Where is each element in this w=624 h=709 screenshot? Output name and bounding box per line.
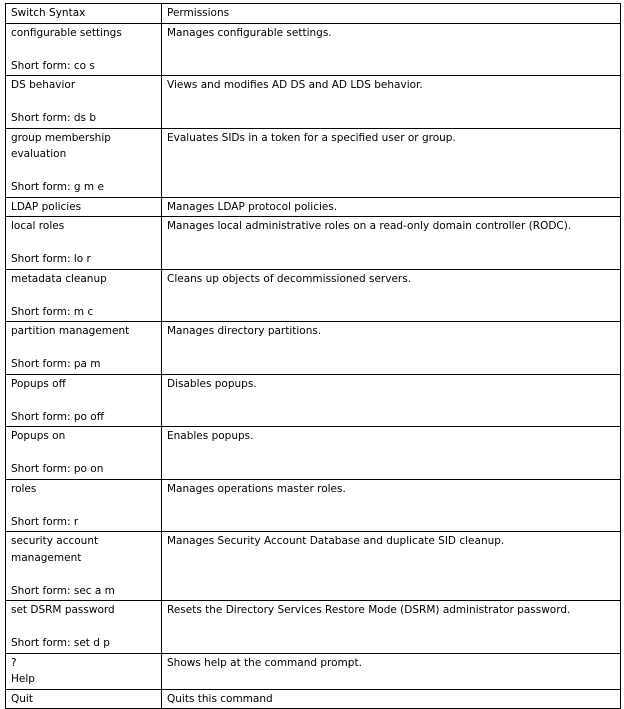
- switch-permissions-table-wrapper: [5, 3, 620, 709]
- table-row: [6, 374, 621, 427]
- switch-syntax-cell: [6, 23, 162, 76]
- switch-name: ?: [11, 656, 17, 669]
- permission-cell: Manages local administrative roles on a read-only domain controller (RODC).: [162, 217, 621, 270]
- short-form: Short form: g m e: [11, 181, 104, 193]
- permission-cell: Manages Security Account Database and duplicate SID cleanup.: [162, 532, 621, 601]
- table-row: [6, 532, 621, 601]
- table-row: [6, 479, 621, 532]
- switch-syntax-cell: [6, 197, 162, 217]
- permission-cell: Evaluates SIDs in a token for a specified user or group.: [162, 128, 621, 197]
- switch-syntax-cell: [6, 479, 162, 532]
- short-form: Short form: pa m: [11, 358, 101, 370]
- switch-syntax-cell: [6, 217, 162, 270]
- short-form: Short form: lo r: [11, 253, 91, 265]
- column-header-permissions: Permissions: [162, 4, 621, 24]
- switch-name: security account management: [11, 535, 99, 564]
- switch-name: roles: [11, 482, 37, 495]
- permission-cell: Manages configurable settings.: [162, 23, 621, 76]
- switch-name: configurable settings: [11, 26, 122, 39]
- switch-syntax-cell: [6, 689, 162, 709]
- switch-name: metadata cleanup: [11, 272, 107, 285]
- switch-syntax-cell: [6, 269, 162, 322]
- permission-cell: Manages directory partitions.: [162, 322, 621, 375]
- table-row: [6, 23, 621, 76]
- switch-name: LDAP policies: [11, 200, 82, 213]
- short-form: Short form: co s: [11, 59, 95, 72]
- table-row: [6, 322, 621, 375]
- table-row: [6, 601, 621, 654]
- switch-syntax-cell: [6, 532, 162, 601]
- permission-cell: Cleans up objects of decommissioned servers.: [162, 269, 621, 322]
- switch-name: set DSRM password: [11, 604, 115, 616]
- permission-cell: Quits this command: [162, 689, 621, 709]
- table-header-row: [6, 4, 621, 24]
- table-row: [6, 653, 621, 689]
- table-row: [6, 128, 621, 197]
- table-row: [6, 269, 621, 322]
- short-form: Short form: set d p: [11, 637, 110, 649]
- switch-name: local roles: [11, 220, 65, 232]
- permission-cell: Enables popups.: [162, 427, 621, 480]
- switch-name: Popups on: [11, 430, 66, 442]
- switch-name: partition management: [11, 325, 130, 337]
- table-row: [6, 427, 621, 480]
- permission-cell: Disables popups.: [162, 374, 621, 427]
- short-form: Short form: po off: [11, 410, 104, 423]
- table-row: [6, 76, 621, 129]
- short-form: Short form: sec a m: [11, 584, 115, 597]
- short-form: Help: [11, 673, 35, 685]
- table-row: [6, 217, 621, 270]
- switch-syntax-cell: [6, 374, 162, 427]
- switch-name: Popups off: [11, 377, 66, 390]
- switch-syntax-cell: [6, 76, 162, 129]
- switch-name: DS behavior: [11, 79, 76, 91]
- switch-syntax-cell: [6, 128, 162, 197]
- switch-syntax-cell: [6, 322, 162, 375]
- short-form: Short form: r: [11, 515, 79, 528]
- short-form: Short form: po on: [11, 463, 104, 475]
- permission-cell: Manages LDAP protocol policies.: [162, 197, 621, 217]
- short-form: Short form: ds b: [11, 112, 97, 124]
- column-header-switch-syntax: Switch Syntax: [6, 4, 162, 24]
- switch-name: Quit: [11, 692, 33, 705]
- permission-cell: Resets the Directory Services Restore Mode (DSRM) administrator password.: [162, 601, 621, 654]
- switch-permissions-table: [5, 3, 621, 709]
- permission-cell: Shows help at the command prompt.: [162, 653, 621, 689]
- permission-cell: Views and modifies AD DS and AD LDS behavior.: [162, 76, 621, 129]
- switch-syntax-cell: [6, 427, 162, 480]
- switch-name: group membership evaluation: [11, 131, 111, 160]
- switch-syntax-cell: [6, 653, 162, 689]
- permission-cell: Manages operations master roles.: [162, 479, 621, 532]
- short-form: Short form: m c: [11, 305, 94, 318]
- table-row: [6, 689, 621, 709]
- table-row: [6, 197, 621, 217]
- switch-syntax-cell: [6, 601, 162, 654]
